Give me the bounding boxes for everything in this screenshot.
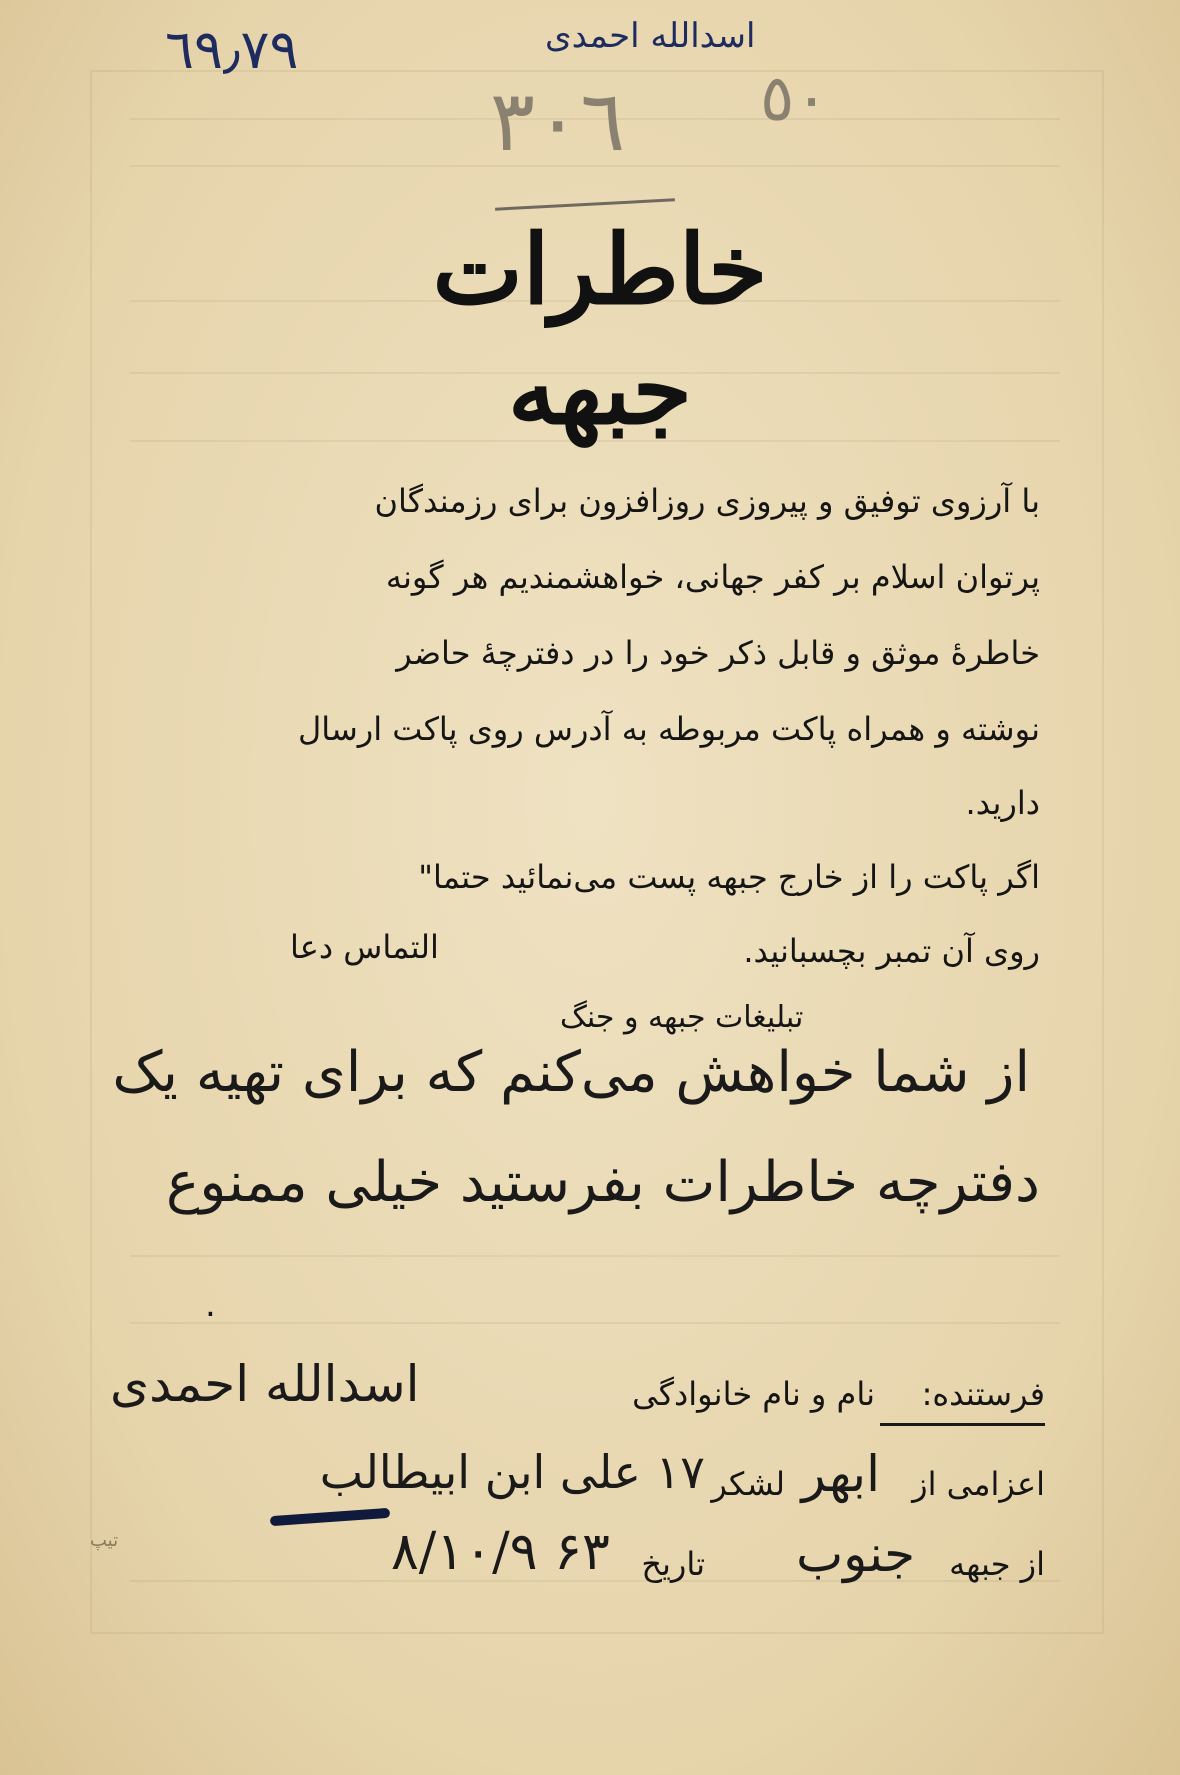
division-value: ۱۷ علی ابن ابیطالب [319, 1445, 705, 1499]
deployed-label: اعزامی از [912, 1465, 1045, 1503]
handwritten-line: از شما خواهش می‌کنم که برای تهیه یک [112, 1040, 1030, 1105]
top-name: اسدالله احمدی [545, 16, 756, 56]
note-line: روی آن تمبر بچسبانید. [743, 932, 1040, 970]
brigade-label: تیپ [90, 1530, 119, 1551]
paragraph-line: دارید. [965, 784, 1040, 822]
request-prayer: التماس دعا [290, 928, 439, 966]
sender-label: فرستنده: [921, 1375, 1045, 1413]
paragraph-line: با آرزوی توفیق و پیروزی روزافزون برای رزمندگان [374, 482, 1040, 520]
front-value: جنوب [796, 1525, 915, 1583]
handwritten-line: دفترچه خاطرات بفرستید خیلی ممنوع [165, 1150, 1040, 1215]
name-value: اسدالله احمدی [110, 1355, 420, 1413]
signature-org: تبلیغات جبهه و جنگ [560, 1000, 804, 1035]
date-value: ۸/۱۰/۹ ۶۳ [390, 1522, 610, 1582]
sender-underline [880, 1423, 1045, 1426]
name-label: نام و نام خانوادگی [632, 1375, 875, 1413]
pencil-mark: ٥٠ [760, 62, 829, 136]
show-through-line [130, 1322, 1060, 1324]
deployed-value: ابهر [801, 1445, 880, 1503]
dot: . [205, 1285, 216, 1325]
show-through-line [130, 1255, 1060, 1257]
folio-number: ٣٠٦ [490, 72, 626, 170]
date-label: تاریخ [641, 1545, 705, 1583]
page-title: خاطرات جبهه [432, 213, 768, 446]
division-label: لشکر [711, 1465, 785, 1503]
paragraph-line: نوشته و همراه پاکت مربوطه به آدرس روی پاکت ارسال [297, 710, 1040, 748]
paragraph-line: خاطرهٔ موثق و قابل ذکر خود را در دفترچهٔ حاضر [396, 634, 1040, 672]
front-label: از جبهه [949, 1545, 1045, 1583]
paragraph-line: پرتوان اسلام بر کفر جهانی، خواهشمندیم هر گونه [385, 558, 1040, 596]
note-line: اگر پاکت را از خارج جبهه پست می‌نمائید حتما" [418, 858, 1040, 896]
top-numbers: ٦٩٫٧٩ [165, 18, 299, 81]
